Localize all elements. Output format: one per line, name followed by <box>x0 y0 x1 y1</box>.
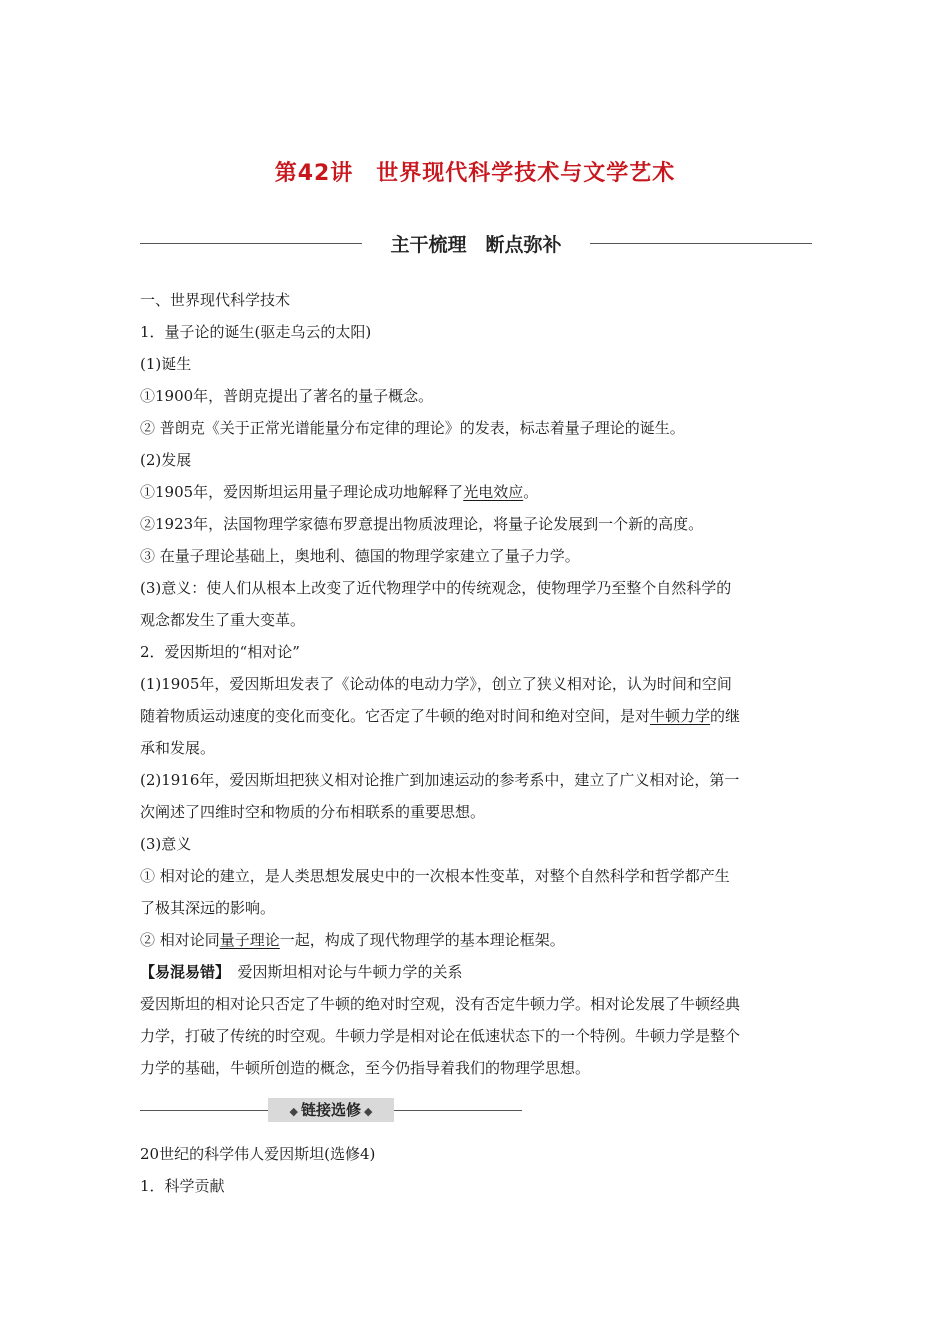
text-line <box>140 988 812 1020</box>
divider-right <box>394 1110 522 1111</box>
text-segment: 爱因斯坦的相对论只否定了牛顿的绝对时空观，没有否定牛顿力学。相对论发展了牛顿经典 <box>140 995 741 1013</box>
divider-left <box>140 1110 268 1111</box>
text-line <box>140 348 812 380</box>
text-line <box>140 540 812 572</box>
text-segment: 爱因斯坦相对论与牛顿力学的关系 <box>222 963 463 981</box>
text-segment: 。 <box>523 483 539 501</box>
text-line <box>140 732 812 764</box>
text-segment: 次阐述了四维时空和物质的分布相联系的重要思想。 <box>140 803 486 821</box>
text-line <box>140 1170 812 1202</box>
text-line <box>140 476 812 508</box>
text-segment: (1)1905年，爱因斯坦发表了《论动体的电动力学》，创立了狭义相对论，认为时间和空间 <box>140 675 732 693</box>
page-title: 第42讲 世界现代科学技术与文学艺术 <box>274 161 676 186</box>
text-segment: ②1923年，法国物理学家德布罗意提出物质波理论，将量子论发展到一个新的高度。 <box>140 515 704 533</box>
text-line <box>140 892 812 924</box>
extension-text <box>140 1138 812 1202</box>
text-segment: 1．量子论的诞生(驱走乌云的太阳) <box>140 323 372 341</box>
text-segment: 的继 <box>710 707 741 725</box>
text-line <box>140 444 812 476</box>
text-segment: (3)意义 <box>140 835 192 853</box>
text-segment: ①1905年，爱因斯坦运用量子理论成功地解释了 <box>140 483 464 501</box>
text-segment: 随着物质运动速度的变化而变化。它否定了牛顿的绝对时间和绝对空间，是对 <box>140 707 651 725</box>
text-segment: ① 相对论的建立，是人类思想发展史中的一次根本性变革，对整个自然科学和哲学都产生 <box>140 867 730 885</box>
text-line <box>140 764 812 796</box>
text-segment: 2．爱因斯坦的“相对论” <box>140 643 300 661</box>
text-segment: ①1900年，普朗克提出了著名的量子概念。 <box>140 387 434 405</box>
text-line <box>140 828 812 860</box>
underlined-term: 量子理论 <box>219 931 280 949</box>
text-line <box>140 604 812 636</box>
divider-right <box>590 243 812 244</box>
text-line <box>140 924 812 956</box>
text-line <box>140 860 812 892</box>
section-heading <box>140 230 812 258</box>
tag-label: 【易混易错】 <box>140 963 223 981</box>
text-segment: 了极其深远的影响。 <box>140 899 276 917</box>
text-line <box>140 380 812 412</box>
text-segment: 承和发展。 <box>140 739 216 757</box>
text-segment: (2)1916年，爱因斯坦把狭义相对论推广到加速运动的参考系中，建立了广义相对论，第一 <box>140 771 740 789</box>
text-segment: 20世纪的科学伟人爱因斯坦(选修4) <box>140 1145 376 1163</box>
text-segment: 1．科学贡献 <box>140 1177 225 1195</box>
underlined-term: 牛顿力学 <box>650 707 711 725</box>
diamond-icon: ◆ <box>289 1105 298 1118</box>
text-line <box>140 412 812 444</box>
text-line <box>140 1052 812 1084</box>
link-heading-badge <box>268 1098 394 1122</box>
text-segment: 一起，构成了现代物理学的基本理论框架。 <box>279 931 565 949</box>
underlined-term: 光电效应 <box>463 483 524 501</box>
text-segment: 观念都发生了重大变革。 <box>140 611 306 629</box>
text-line <box>140 1020 812 1052</box>
text-line <box>140 796 812 828</box>
text-segment: (2)发展 <box>140 451 192 469</box>
text-segment: 一、世界现代科学技术 <box>140 291 291 309</box>
text-line <box>140 284 812 316</box>
text-segment: (3)意义：使人们从根本上改变了近代物理学中的传统观念，使物理学乃至整个自然科学的 <box>140 579 732 597</box>
text-segment: (1)诞生 <box>140 355 192 373</box>
text-line <box>140 636 812 668</box>
main-text <box>140 284 812 1084</box>
link-heading-label: 链接选修 <box>300 1101 361 1119</box>
text-line <box>140 668 812 700</box>
text-segment: 力学，打破了传统的时空观。牛顿力学是相对论在低速状态下的一个特例。牛顿力学是整个 <box>140 1027 741 1045</box>
text-segment: ② 普朗克《关于正常光谱能量分布定律的理论》的发表，标志着量子理论的诞生。 <box>140 419 685 437</box>
text-line <box>140 956 812 988</box>
text-line <box>140 1138 812 1170</box>
text-segment: ③ 在量子理论基础上，奥地利、德国的物理学家建立了量子力学。 <box>140 547 580 565</box>
text-segment: ② 相对论同 <box>140 931 220 949</box>
text-line <box>140 316 812 348</box>
divider-left <box>140 243 362 244</box>
text-line <box>140 700 812 732</box>
text-line <box>140 508 812 540</box>
text-line <box>140 572 812 604</box>
section-heading-label: 主干梳理 断点弥补 <box>390 234 562 256</box>
diamond-icon: ◆ <box>364 1105 373 1118</box>
text-segment: 力学的基础，牛顿所创造的概念，至今仍指导着我们的物理学思想。 <box>140 1059 591 1077</box>
link-heading <box>140 1098 522 1122</box>
